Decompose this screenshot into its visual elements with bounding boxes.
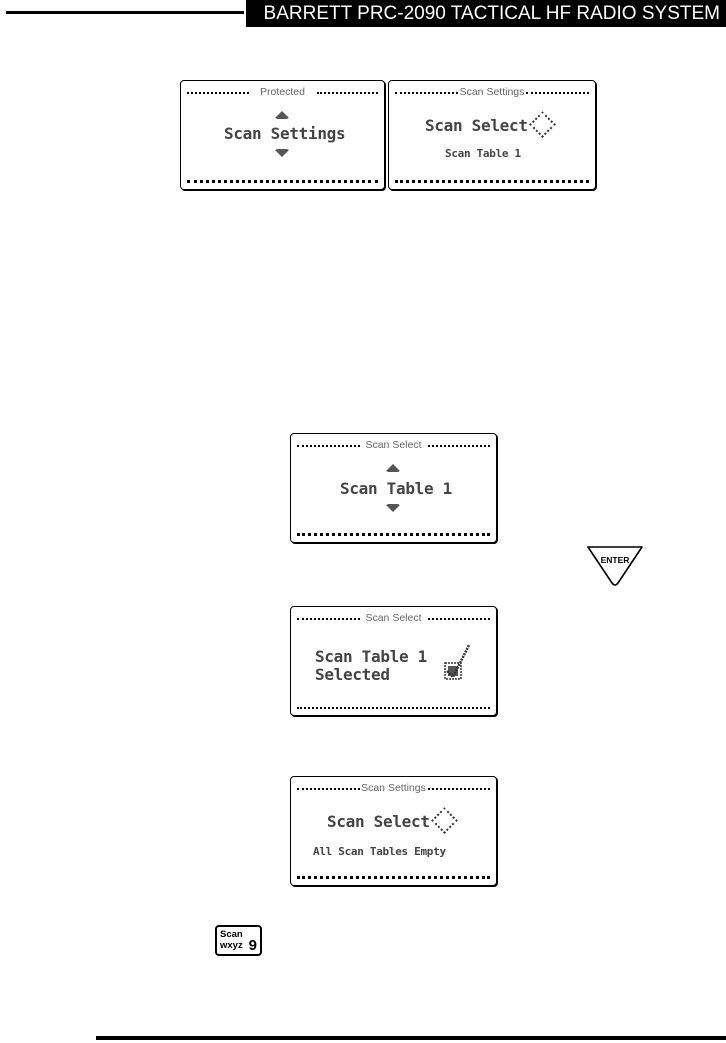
down-arrow-icon: [385, 504, 401, 512]
lcd-protected: [180, 80, 385, 190]
lcd-titlebar: [297, 440, 490, 452]
diamond-arrows-icon: [431, 807, 458, 834]
lcd-bottom-border: [297, 707, 490, 709]
lcd-bottom-border: [297, 876, 490, 879]
lcd-scan-settings-empty: [290, 776, 497, 886]
lcd-title: Scan Settings: [361, 782, 426, 794]
lcd-title: Protected: [260, 86, 305, 98]
checkmark-icon: [441, 641, 475, 685]
lcd-line2-text: Selected: [315, 665, 390, 684]
enter-key-label: ENTER: [600, 555, 630, 565]
header-title: BARRETT PRC-2090 TACTICAL HF RADIO SYSTEM: [246, 0, 726, 27]
up-arrow-icon: [274, 111, 290, 119]
lcd-main-text: Scan Settings: [224, 124, 346, 143]
lcd-titlebar: [297, 613, 490, 625]
enter-key-icon: [585, 545, 645, 587]
scan-key-letters: wxyz: [220, 940, 243, 951]
header-rule: [6, 11, 244, 14]
lcd-bottom-border: [395, 180, 589, 183]
lcd-titlebar: [297, 783, 490, 795]
lcd-title: Scan Select: [365, 612, 422, 624]
lcd-sub-text: All Scan Tables Empty: [313, 845, 446, 858]
lcd-titlebar: [395, 87, 589, 99]
lcd-titlebar: [187, 87, 378, 99]
lcd-line1-text: Scan Table 1: [315, 647, 427, 666]
lcd-title: Scan Select: [365, 439, 422, 451]
lcd-main-text: Scan Select: [327, 812, 430, 831]
lcd-scan-selected: [290, 606, 497, 716]
lcd-bottom-border: [297, 533, 490, 536]
lcd-sub-text: Scan Table 1: [445, 147, 521, 160]
lcd-main-text: Scan Select: [425, 116, 528, 135]
down-arrow-icon: [274, 149, 290, 157]
scan-key-icon: [215, 925, 262, 956]
footer-rule: [96, 1036, 726, 1040]
scan-key-digit: 9: [248, 937, 257, 954]
scan-key-label: Scan: [220, 929, 243, 940]
up-arrow-icon: [385, 464, 401, 472]
lcd-scan-settings: [388, 80, 596, 190]
lcd-bottom-border: [187, 180, 378, 183]
diamond-arrows-icon: [529, 111, 556, 138]
lcd-scan-select: [290, 433, 497, 543]
lcd-title: Scan Settings: [459, 86, 525, 98]
lcd-main-text: Scan Table 1: [340, 479, 452, 498]
